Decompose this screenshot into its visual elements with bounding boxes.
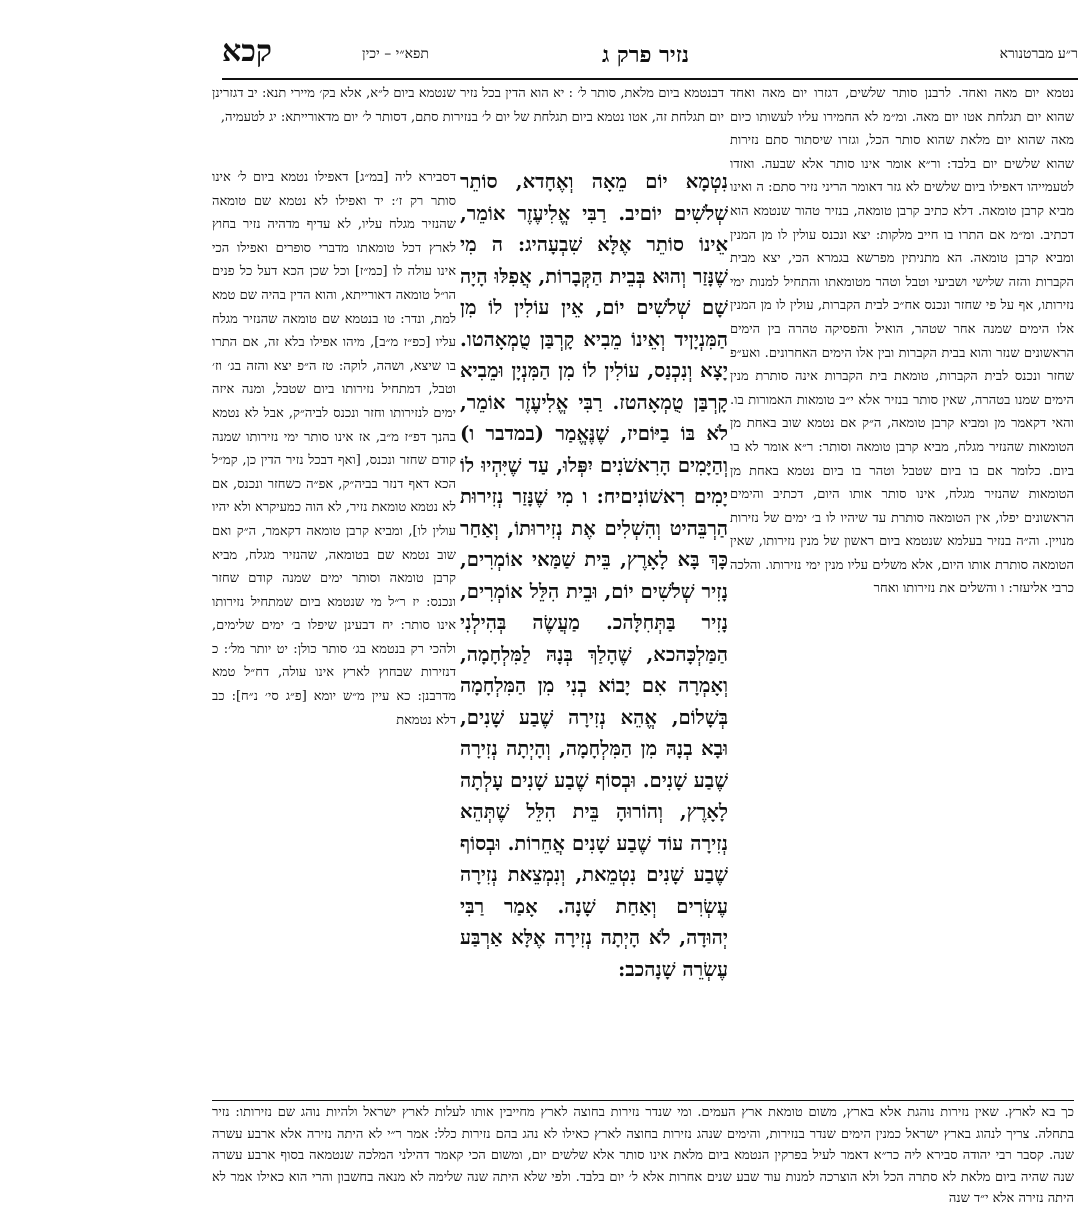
page-number: קכא [222, 34, 272, 69]
bartenura-continuation: כך בא לארץ. שאין נזירות נוהגת אלא בארץ, משום טומאת ארץ העמים. ומי שנדר נזירות בחוצה לארץ מחייבין אותו לעלות לארץ ישראל ולהיות נוהג שם נזירותו: נזיר בתחלה. צריך לנהוג בארץ ישראל כמנין הימים שנדר בנזירות, והימים שנהג נזירות בחוצה לארץ כאילו לא נהג בהם נזירות כלל: אמר ר״י לא היתה נזירה אלא ארבע עשרה שנה. קסבר רבי יהודה סבירא ליה כר״א דאמר לעיל בפרקין הנטמא ביום מלאת אינו סותר אלא שלשים יום, ומשום הכי קאמר דהילני המלכה שנטמאה בסוף ארבע עשרה שנה שהיה ביום מלאת לא סתרה הכל ולא הוצרכה למנות עוד שבע שנים אחרות אלא ל׳ יום בלבד. ולפי שלא היתה שנה שלימה לא מנאה בחשבון והרי הוא כאילו אמר לא היתה נזירה אלא י״ד שנה [212, 1105, 1074, 1206]
header-commentary-right: ר״ע מברטנורא [999, 46, 1078, 62]
mishna-text: נִטְמָא יוֹם מֵאָה וְאֶחָדא, סוֹתֵר שְׁלֹשִׁים יוֹםיב. רַבִּי אֱלִיעֶזֶר אוֹמֵר, אֵינוֹ סוֹתֵר אֶלָּא שִׁבְעָהיג: ה מִי שֶׁנָּזַר וְהוּא בְּבֵית הַקְּבָרוֹת, אֲפִלּוּ הָיָה שָׁם שְׁלֹשִׁים יוֹם, אֵין עוֹלִין לוֹ מִן הַמִּנְיָןיד וְאֵינוֹ מֵבִיא קָרְבַּן טֻמְאָהטו. יָצָא וְנִכְנַס, עוֹלִין לוֹ מִן הַמִּנְיָן וּמֵבִיא קָרְבַּן טֻמְאָהטז. רַבִּי אֱלִיעֶזֶר אוֹמֵר, לֹא בּוֹ בַיּוֹםיז, שֶׁנֶּאֱמַר (במדבר ו) וְהַיָּמִים הָרִאשֹׁנִים יִפְּלוּ, עַד שֶׁיִּהְיוּ לוֹ יָמִים רִאשׁוֹנִיםיח: ו מִי שֶׁנָּזַר נְזִירוּת הַרְבֵּהיט וְהִשְׁלִים אֶת נְזִירוּתוֹ, וְאַחַר כָּךְ בָּא לָאָרֶץ, בֵּית שַׁמַּאי אוֹמְרִים, נָזִיר שְׁלֹשִׁים יוֹם, וּבֵית הִלֵּל אוֹמְרִים, נָזִיר בַּתְּחִלָּהכ. מַעֲשֶׂה בְּהִילְנִי הַמַּלְכָּהכא, שֶׁהָלַךְ בְּנָהּ לַמִּלְחָמָה, וְאָמְרָה אִם יָבוֹא בְנִי מִן הַמִּלְחָמָה בְּשָׁלוֹם, אֱהֵא נְזִירָה שֶׁבַע שָׁנִים, וּבָא בְנָהּ מִן הַמִּלְחָמָה, וְהָיְתָה נְזִירָה שֶׁבַע שָׁנִים. וּבְסוֹף שֶׁבַע שָׁנִים עָלְתָה לָאָרֶץ, וְהוֹרוּהָ בֵּית הִלֵּל שֶׁתְּהֵא נְזִירָה עוֹד שֶׁבַע שָׁנִים אֲחֵרוֹת. וּבְסוֹף שֶׁבַע שָׁנִים נִטְמֵאת, וְנִמְצֵאת נְזִירָה עֶשְׂרִים וְאַחַת שָׁנָה. אָמַר רַבִּי יְהוּדָה, לֹא הָיְתָה נְזִירָה אֶלָּא אַרְבַּע עֶשְׂרֵה שָׁנָהכב: [460, 170, 728, 981]
tosafot-yom-tov-top: דבנטמא ביום מלאת, סותר ל׳ : יא הוא הדין בכל נזיר שנטמא ביום ל״א, אלא בק׳ מיירי תנא: יב דגזרינן יום תגלחת זה, אטו נטמא ביום תגלחת של יום ל׳ בנזירות סתם, דסותר ל׳ יום מדאורייתא: יג לטעמיה, [212, 86, 724, 125]
page-header [222, 36, 1078, 72]
header-tractate-title: נזיר פרק ג [602, 42, 689, 68]
header-commentary-left: תפא״י – יכין [362, 46, 429, 62]
header-rule [222, 78, 1078, 80]
tosafot-yom-tov-commentary: דסבירא ליה [במ״ג] דאפילו נטמא ביום ל׳ אינו סותר רק ז׳: יד ואפילו לא נטמא שם טומאה שהנזיר מגלח עליו, לא עדיף מדהיה נזיר בחוץ לארץ דכל טומאתו מדברי סופרים ואפילו הכי אינו עולה לו [כמ״ז] וכל שכן הכא דעל כל פנים הו״ל טומאה דאורייתא, והוא הדין בהיה שם טמא למת, ונדר: טו בנטמא שם טומאה שהנזיר מגלח עליו [כפ״ז מ״ב], מיהו אפילו בלא זה, אם התרו בו שיצא, ושהה, לוקה: טז ה״פ יצא והזה בג׳ וז׳ וטבל, דמתחיל נזירותו ביום שטבל, ומנה איזה ימים לנזירותו וחזר ונכנס לביה״ק, אבל לא נטמא בהנך דפ״ז מ״ב, אז אינו סותר ימי נזירותו שמנה קודם שחזר ונכנס, [ואף דבכל נזיר הדין כן, קמ״ל הכא דאף דנזר בביה״ק, אפ״ה כשחזר ונכנס, אם לא נטמא טומאת נזיר, לא הוה כמעיקרא ולא יהיו עולין לו], ומביא קרבן טומאה דקאמר, ה״ק ואם שוב נטמא שם בטומאה, שהנזיר מגלח, מביא קרבן טומאה וסותר ימים שמנה קודם שחזר ונכנס: יז ר״ל מי שנטמא ביום שמתחיל נזירותו אינו סותר: יח דבעינן שיפלו ב׳ ימים שלימים, ולהכי רק בנטמא בג׳ סותר כולן: יט יותר מל׳: כ דנזירות שבחוץ לארץ אינו עולה, דח״ל טמא מדרבנן: כא עיין מ״ש יומא [פ״ג סי׳ נ״ח]: כב דלא נטמאת [212, 170, 456, 728]
bartenura-commentary: נטמא יום מאה ואחד. לרבנן סותר שלשים, דגזרו יום מאה ואחד שהוא יום תגלחת אטו יום מאה. ומ״מ לא החמירו עליו לעשותו כיום מאה שהוא יום מלאת שהוא סותר הכל, וגזרו שיסתור סתם נזירות שהוא שלשים יום בלבד: ור״א אומר אינו סותר אלא שבעה. ואזדו לטעמייהו דאפילו ביום שלשים לא גזר דאומר הריני נזיר סתם: ה ואינו מביא קרבן טומאה. דלא כתיב קרבן טומאה, בנזיר טהור שנטמא הוא דכתיב. ומ״מ אם התרו בו חייב מלקות: יצא ונכנס עולין לו מן המנין ומביא קרבן טומאה. הא מתניתין מפרשא בגמרא הכי, יצא מבית הקברות והזה שלישי ושביעי וטבל וטהר מטומאתו והתחיל למנות ימי נזירותו, אף על פי שחזר ונכנס אח״כ לבית הקברות, עולין לו מן המנין אלו הימים שמנה אחר שטהר, הואיל והפסיקה טהרה בין הימים הראשונים שנזר והוא בבית הקברות ובין אלו הימים האחרונים. ואע״פ שחזר ונכנס לבית הקברות, טומאת בית הקברות אינה סותרת מנין הימים שמנו בטהרה, שאין סותר בנזיר אלא י״ב טומאות האמורות בו. והאי דקאמר מן ומביא קרבן טומאה, ה״ק אם נטמא שוב באחת מן הטומאות שהנזיר מגלח, מביא קרבן טומאה וסותר: ר״א אומר לא בו ביום. כלומר אם בו ביום שטבל וטהר בו ביום נטמא באחת מן הטומאות שהנזיר מגלח, אינו סותר אותו היום, דכתיב והימים הראשונים יפלו, אין הטומאה סותרת עד שיהיו לו ב׳ ימים של נזירות מנויין. וה״ה בנזיר בעלמא שנטמא ביום ראשון של מנין נזירותו, שאין הטומאה סותרת אותו היום, אלא משלים עליו מנין ימי נזירותו. והלכה כרבי אליעזר: ו והשלים את נזירותו ואחר [730, 86, 1074, 597]
bottom-rule [212, 1100, 1074, 1101]
